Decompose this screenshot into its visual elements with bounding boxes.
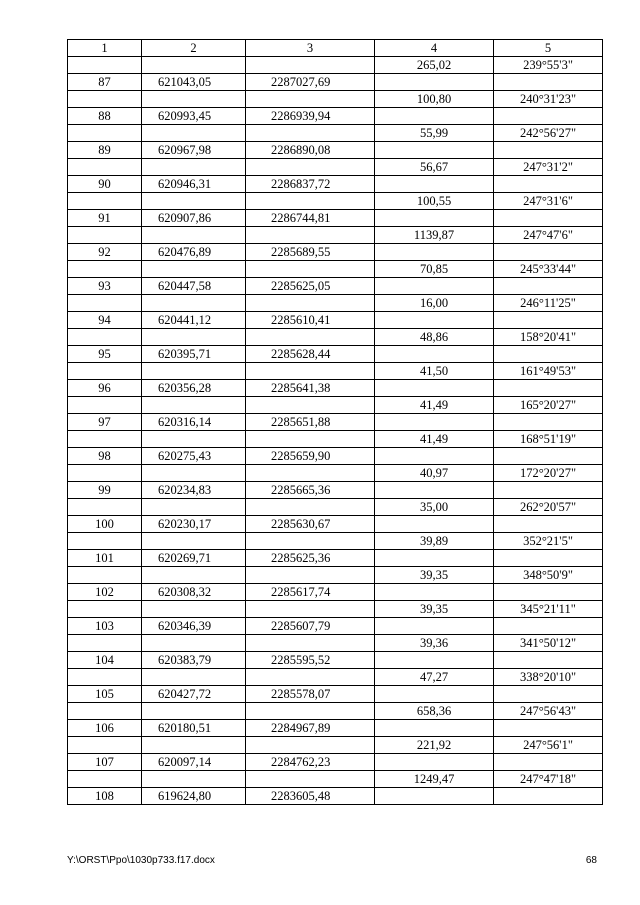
cell-y-coordinate (246, 703, 375, 720)
cell-distance: 265,02 (375, 57, 494, 74)
cell-distance (375, 108, 494, 125)
cell-y-coordinate: 2285659,90 (246, 448, 375, 465)
cell-bearing: 247°56'1" (494, 737, 603, 754)
cell-x-coordinate (142, 193, 246, 210)
cell-distance (375, 788, 494, 805)
table-row (68, 669, 603, 686)
cell-point-number: 90 (68, 176, 142, 193)
cell-distance (375, 516, 494, 533)
cell-y-coordinate (246, 125, 375, 142)
cell-y-coordinate: 2285578,07 (246, 686, 375, 703)
cell-x-coordinate (142, 159, 246, 176)
cell-distance: 48,86 (375, 329, 494, 346)
cell-bearing (494, 618, 603, 635)
cell-point-number: 102 (68, 584, 142, 601)
table-row (68, 652, 603, 669)
cell-point-number (68, 737, 142, 754)
cell-y-coordinate (246, 91, 375, 108)
cell-bearing (494, 686, 603, 703)
cell-point-number (68, 567, 142, 584)
cell-bearing: 168°51'19" (494, 431, 603, 448)
cell-distance: 56,67 (375, 159, 494, 176)
cell-y-coordinate: 2283605,48 (246, 788, 375, 805)
cell-distance: 35,00 (375, 499, 494, 516)
cell-point-number: 94 (68, 312, 142, 329)
table-row (68, 567, 603, 584)
table-row (68, 601, 603, 618)
table-row (68, 329, 603, 346)
cell-x-coordinate: 620967,98 (142, 142, 246, 159)
cell-bearing: 247°47'6" (494, 227, 603, 244)
cell-y-coordinate (246, 227, 375, 244)
cell-x-coordinate (142, 635, 246, 652)
cell-bearing: 247°47'18" (494, 771, 603, 788)
cell-distance: 658,36 (375, 703, 494, 720)
cell-point-number (68, 635, 142, 652)
table-row (68, 499, 603, 516)
cell-x-coordinate: 620946,31 (142, 176, 246, 193)
table-row (68, 380, 603, 397)
cell-point-number: 107 (68, 754, 142, 771)
cell-bearing: 262°20'57" (494, 499, 603, 516)
cell-distance (375, 210, 494, 227)
cell-distance: 70,85 (375, 261, 494, 278)
cell-bearing (494, 788, 603, 805)
cell-y-coordinate: 2285595,52 (246, 652, 375, 669)
cell-distance (375, 142, 494, 159)
cell-bearing: 247°31'2" (494, 159, 603, 176)
cell-point-number: 92 (68, 244, 142, 261)
cell-y-coordinate: 2285625,05 (246, 278, 375, 295)
cell-y-coordinate: 2285628,44 (246, 346, 375, 363)
table-row (68, 108, 603, 125)
cell-y-coordinate: 2286939,94 (246, 108, 375, 125)
table-row (68, 397, 603, 414)
cell-y-coordinate (246, 193, 375, 210)
cell-distance (375, 312, 494, 329)
cell-distance: 41,49 (375, 397, 494, 414)
table-row (68, 788, 603, 805)
cell-point-number (68, 261, 142, 278)
cell-bearing: 352°21'5" (494, 533, 603, 550)
table-row (68, 57, 603, 74)
cell-distance (375, 448, 494, 465)
cell-y-coordinate: 2285625,36 (246, 550, 375, 567)
cell-point-number: 95 (68, 346, 142, 363)
cell-distance (375, 482, 494, 499)
cell-y-coordinate: 2285689,55 (246, 244, 375, 261)
cell-bearing (494, 380, 603, 397)
cell-y-coordinate (246, 499, 375, 516)
cell-x-coordinate: 620356,28 (142, 380, 246, 397)
cell-x-coordinate: 620441,12 (142, 312, 246, 329)
cell-y-coordinate: 2286837,72 (246, 176, 375, 193)
cell-distance: 41,50 (375, 363, 494, 380)
cell-x-coordinate (142, 397, 246, 414)
cell-bearing (494, 550, 603, 567)
cell-bearing: 165°20'27" (494, 397, 603, 414)
cell-x-coordinate: 620476,89 (142, 244, 246, 261)
cell-bearing: 341°50'12" (494, 635, 603, 652)
cell-y-coordinate: 2286744,81 (246, 210, 375, 227)
cell-x-coordinate: 620447,58 (142, 278, 246, 295)
cell-bearing: 245°33'44" (494, 261, 603, 278)
cell-distance: 1139,87 (375, 227, 494, 244)
cell-x-coordinate: 620427,72 (142, 686, 246, 703)
cell-x-coordinate (142, 737, 246, 754)
cell-bearing (494, 516, 603, 533)
cell-point-number (68, 91, 142, 108)
cell-x-coordinate: 620316,14 (142, 414, 246, 431)
cell-x-coordinate: 620180,51 (142, 720, 246, 737)
cell-bearing (494, 482, 603, 499)
cell-point-number (68, 193, 142, 210)
cell-distance: 55,99 (375, 125, 494, 142)
cell-distance: 39,89 (375, 533, 494, 550)
cell-x-coordinate (142, 329, 246, 346)
cell-y-coordinate: 2287027,69 (246, 74, 375, 91)
cell-y-coordinate (246, 431, 375, 448)
cell-y-coordinate: 2286890,08 (246, 142, 375, 159)
cell-x-coordinate (142, 669, 246, 686)
table-row (68, 278, 603, 295)
cell-point-number (68, 159, 142, 176)
cell-distance (375, 754, 494, 771)
cell-point-number (68, 669, 142, 686)
cell-bearing: 247°56'43" (494, 703, 603, 720)
table-row (68, 584, 603, 601)
cell-x-coordinate: 620993,45 (142, 108, 246, 125)
cell-point-number: 96 (68, 380, 142, 397)
cell-y-coordinate: 2284967,89 (246, 720, 375, 737)
table-row (68, 312, 603, 329)
cell-bearing (494, 108, 603, 125)
cell-distance (375, 618, 494, 635)
cell-distance (375, 686, 494, 703)
cell-y-coordinate: 2285651,88 (246, 414, 375, 431)
footer-file-path: Y:\ORST\Ppo\1030p733.f17.docx (67, 855, 215, 866)
cell-bearing: 172°20'27" (494, 465, 603, 482)
cell-x-coordinate: 620395,71 (142, 346, 246, 363)
cell-x-coordinate: 620383,79 (142, 652, 246, 669)
cell-x-coordinate: 621043,05 (142, 74, 246, 91)
table-row (68, 295, 603, 312)
cell-point-number: 100 (68, 516, 142, 533)
cell-x-coordinate: 620234,83 (142, 482, 246, 499)
table-row (68, 346, 603, 363)
cell-y-coordinate (246, 261, 375, 278)
cell-x-coordinate (142, 91, 246, 108)
cell-point-number: 101 (68, 550, 142, 567)
cell-bearing: 242°56'27" (494, 125, 603, 142)
cell-bearing: 158°20'41" (494, 329, 603, 346)
cell-distance (375, 550, 494, 567)
table-row (68, 363, 603, 380)
cell-point-number (68, 533, 142, 550)
cell-point-number (68, 295, 142, 312)
cell-point-number: 93 (68, 278, 142, 295)
cell-point-number: 89 (68, 142, 142, 159)
cell-bearing: 348°50'9" (494, 567, 603, 584)
cell-y-coordinate (246, 57, 375, 74)
cell-x-coordinate (142, 771, 246, 788)
cell-y-coordinate (246, 533, 375, 550)
cell-point-number: 99 (68, 482, 142, 499)
cell-y-coordinate (246, 465, 375, 482)
cell-distance: 100,55 (375, 193, 494, 210)
cell-y-coordinate (246, 329, 375, 346)
cell-y-coordinate (246, 669, 375, 686)
cell-bearing (494, 448, 603, 465)
cell-bearing (494, 142, 603, 159)
table-row (68, 482, 603, 499)
cell-point-number: 88 (68, 108, 142, 125)
cell-distance: 1249,47 (375, 771, 494, 788)
cell-point-number: 105 (68, 686, 142, 703)
cell-x-coordinate (142, 261, 246, 278)
cell-point-number: 87 (68, 74, 142, 91)
cell-y-coordinate (246, 737, 375, 754)
cell-distance (375, 380, 494, 397)
table-row (68, 431, 603, 448)
cell-bearing (494, 584, 603, 601)
cell-bearing (494, 754, 603, 771)
cell-distance (375, 176, 494, 193)
header-cell-5: 5 (494, 40, 603, 57)
cell-point-number (68, 363, 142, 380)
cell-point-number (68, 397, 142, 414)
cell-distance: 39,35 (375, 601, 494, 618)
cell-bearing: 247°31'6" (494, 193, 603, 210)
cell-x-coordinate (142, 295, 246, 312)
coordinates-table (67, 39, 603, 805)
footer-page-number: 68 (585, 855, 597, 866)
cell-x-coordinate (142, 499, 246, 516)
cell-point-number (68, 465, 142, 482)
cell-y-coordinate: 2285630,67 (246, 516, 375, 533)
cell-distance (375, 584, 494, 601)
cell-y-coordinate: 2285665,36 (246, 482, 375, 499)
cell-x-coordinate (142, 227, 246, 244)
cell-y-coordinate (246, 397, 375, 414)
cell-bearing (494, 244, 603, 261)
cell-point-number: 104 (68, 652, 142, 669)
table-row (68, 159, 603, 176)
cell-bearing (494, 346, 603, 363)
cell-x-coordinate (142, 363, 246, 380)
cell-bearing: 338°20'10" (494, 669, 603, 686)
cell-point-number (68, 125, 142, 142)
cell-point-number (68, 771, 142, 788)
table-row (68, 516, 603, 533)
cell-point-number (68, 601, 142, 618)
cell-distance: 40,97 (375, 465, 494, 482)
table-row (68, 244, 603, 261)
header-cell-1: 1 (68, 40, 142, 57)
cell-point-number (68, 57, 142, 74)
table-row (68, 754, 603, 771)
cell-x-coordinate: 620269,71 (142, 550, 246, 567)
cell-x-coordinate: 620346,39 (142, 618, 246, 635)
header-cell-3: 3 (246, 40, 375, 57)
cell-x-coordinate (142, 703, 246, 720)
cell-bearing: 161°49'53" (494, 363, 603, 380)
cell-bearing: 239°55'3" (494, 57, 603, 74)
table-row (68, 635, 603, 652)
table-row (68, 125, 603, 142)
header-cell-2: 2 (142, 40, 246, 57)
cell-y-coordinate (246, 363, 375, 380)
cell-y-coordinate (246, 771, 375, 788)
cell-distance (375, 652, 494, 669)
cell-bearing: 246°11'25" (494, 295, 603, 312)
cell-distance: 41,49 (375, 431, 494, 448)
cell-bearing (494, 652, 603, 669)
cell-distance: 221,92 (375, 737, 494, 754)
cell-bearing: 240°31'23" (494, 91, 603, 108)
cell-y-coordinate: 2285641,38 (246, 380, 375, 397)
table-row (68, 142, 603, 159)
cell-point-number: 103 (68, 618, 142, 635)
cell-distance: 100,80 (375, 91, 494, 108)
cell-x-coordinate (142, 57, 246, 74)
cell-distance: 39,36 (375, 635, 494, 652)
cell-x-coordinate (142, 567, 246, 584)
cell-x-coordinate (142, 601, 246, 618)
cell-distance (375, 74, 494, 91)
table-row (68, 771, 603, 788)
cell-distance (375, 720, 494, 737)
cell-x-coordinate (142, 431, 246, 448)
table-row (68, 618, 603, 635)
table-header-row (68, 40, 603, 57)
cell-point-number: 106 (68, 720, 142, 737)
cell-distance: 16,00 (375, 295, 494, 312)
cell-bearing (494, 210, 603, 227)
cell-point-number: 108 (68, 788, 142, 805)
cell-x-coordinate: 620907,86 (142, 210, 246, 227)
table-row (68, 686, 603, 703)
cell-bearing (494, 278, 603, 295)
table-row (68, 227, 603, 244)
cell-x-coordinate: 620275,43 (142, 448, 246, 465)
cell-point-number (68, 431, 142, 448)
cell-y-coordinate (246, 159, 375, 176)
cell-distance (375, 278, 494, 295)
cell-distance (375, 414, 494, 431)
cell-y-coordinate (246, 601, 375, 618)
table-row (68, 703, 603, 720)
table-row (68, 737, 603, 754)
cell-y-coordinate (246, 567, 375, 584)
cell-bearing (494, 414, 603, 431)
header-cell-4: 4 (375, 40, 494, 57)
table-row (68, 91, 603, 108)
table-row (68, 414, 603, 431)
cell-x-coordinate: 620097,14 (142, 754, 246, 771)
cell-point-number (68, 329, 142, 346)
cell-bearing (494, 74, 603, 91)
cell-point-number (68, 499, 142, 516)
table-row (68, 210, 603, 227)
table-body (68, 40, 603, 805)
table-row (68, 74, 603, 91)
cell-y-coordinate (246, 295, 375, 312)
table-row (68, 550, 603, 567)
cell-bearing (494, 720, 603, 737)
cell-y-coordinate: 2284762,23 (246, 754, 375, 771)
cell-x-coordinate (142, 533, 246, 550)
cell-point-number: 98 (68, 448, 142, 465)
cell-distance (375, 244, 494, 261)
table-row (68, 176, 603, 193)
cell-distance (375, 346, 494, 363)
cell-y-coordinate: 2285617,74 (246, 584, 375, 601)
table-row (68, 720, 603, 737)
cell-bearing (494, 312, 603, 329)
cell-distance: 47,27 (375, 669, 494, 686)
cell-y-coordinate: 2285607,79 (246, 618, 375, 635)
cell-x-coordinate: 620230,17 (142, 516, 246, 533)
cell-distance: 39,35 (375, 567, 494, 584)
cell-x-coordinate: 620308,32 (142, 584, 246, 601)
table-row (68, 261, 603, 278)
table-row (68, 193, 603, 210)
cell-point-number: 91 (68, 210, 142, 227)
cell-bearing (494, 176, 603, 193)
cell-point-number: 97 (68, 414, 142, 431)
table-row (68, 448, 603, 465)
table-row (68, 465, 603, 482)
cell-bearing: 345°21'11" (494, 601, 603, 618)
cell-x-coordinate (142, 465, 246, 482)
table-row (68, 533, 603, 550)
cell-point-number (68, 227, 142, 244)
cell-y-coordinate: 2285610,41 (246, 312, 375, 329)
cell-point-number (68, 703, 142, 720)
cell-x-coordinate (142, 125, 246, 142)
cell-y-coordinate (246, 635, 375, 652)
cell-x-coordinate: 619624,80 (142, 788, 246, 805)
